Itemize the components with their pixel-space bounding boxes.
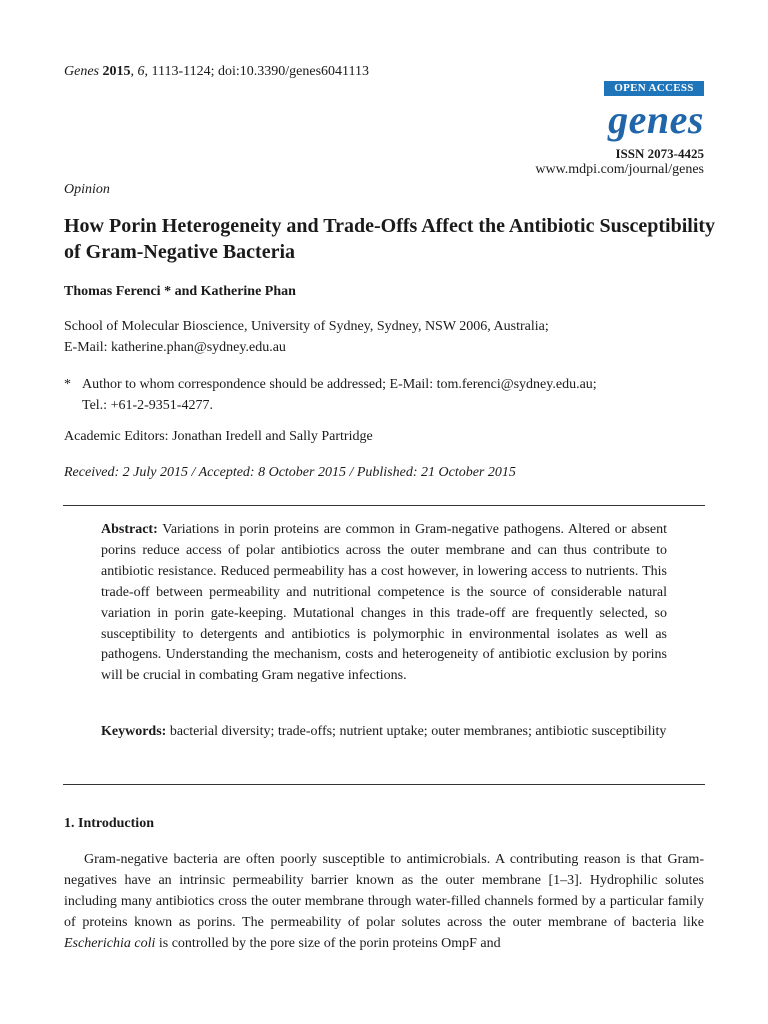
abstract-text: Variations in porin proteins are common in Gram-negative pathogens. Altered or absent porins reduce access of polar antibiotics across the outer membrane and can thus contribute to antibiotic resistance. Reduced permeability has a cost however, in lowering access to nutrients. This trade-off between permeability and nutritional competence is the source of considerable natural variation in porin gate-keeping. Mutational changes in this trade-off are frequently selected, so susceptibility to detergents and antibiotics is polymorphic in environmental isolates as well as pathogens. Understanding the mechanism, costs and heterogeneity of antibiotic exclusion by porins will be crucial in combating Gram negative infections. — [101, 522, 667, 684]
pages-doi: , 1113-1124; doi:10.3390/genes6041113 — [144, 64, 369, 79]
correspondence-email[interactable]: Author to whom correspondence should be addressed; E-Mail: tom.ferenci@sydney.edu.au; — [82, 377, 597, 392]
journal-url[interactable]: www.mdpi.com/journal/genes — [535, 162, 704, 177]
open-access-badge: OPEN ACCESS — [604, 81, 704, 96]
authors: Thomas Ferenci * and Katherine Phan — [64, 284, 296, 299]
issn: ISSN 2073-4425 — [615, 146, 704, 161]
publication-dates: Received: 2 July 2015 / Accepted: 8 October 2015 / Published: 21 October 2015 — [64, 465, 516, 480]
divider-bottom — [63, 784, 705, 785]
correspondence-mark: * — [64, 377, 71, 392]
academic-editors: Academic Editors: Jonathan Iredell and Sally Partridge — [64, 429, 373, 444]
abstract-label: Abstract: — [101, 522, 158, 537]
keywords — [101, 721, 667, 742]
affiliation-email[interactable]: E-Mail: katherine.phan@sydney.edu.au — [64, 340, 286, 355]
article-type: Opinion — [64, 182, 110, 197]
journal-logo: genes — [608, 97, 704, 142]
intro-species: Escherichia coli — [64, 936, 156, 951]
journal-name: Genes — [64, 64, 99, 79]
article-title: How Porin Heterogeneity and Trade-Offs Affect the Antibiotic Susceptibility of Gram-Negative Bacteria — [64, 215, 716, 263]
journal-year: 2015 — [102, 64, 131, 79]
correspondence-phone: Tel.: +61-2-9351-4277. — [82, 398, 213, 413]
section-heading-introduction: 1. Introduction — [64, 816, 154, 831]
journal-volume: 6 — [137, 64, 145, 79]
intro-text-after: is controlled by the pore size of the porin proteins OmpF and — [158, 936, 501, 951]
abstract — [101, 520, 667, 687]
correspondence — [64, 374, 704, 416]
affiliation-address: School of Molecular Bioscience, University of Sydney, Sydney, NSW 2006, Australia; — [64, 319, 549, 334]
intro-text-before: Gram-negative bacteria are often poorly susceptible to antimicrobials. A contributing reason is that Gram-negatives have an intrinsic permeability barrier known as the outer membrane [1–3]. Hydrophilic solutes including many antibiotics cross the outer membrane through water-filled channels formed by a particular family of proteins known as porins. The permeability of polar solutes across the outer membrane of bacteria like — [64, 852, 704, 930]
divider-top — [63, 505, 705, 506]
affiliation — [64, 316, 704, 358]
keywords-label: Keywords: — [101, 724, 167, 739]
keywords-text: bacterial diversity; trade-offs; nutrient uptake; outer membranes; antibiotic susceptibility — [169, 724, 667, 739]
citation-line: Genes 2015, 6, 1113-1124; doi:10.3390/genes6041113 — [64, 64, 369, 79]
introduction-paragraph — [64, 849, 704, 954]
